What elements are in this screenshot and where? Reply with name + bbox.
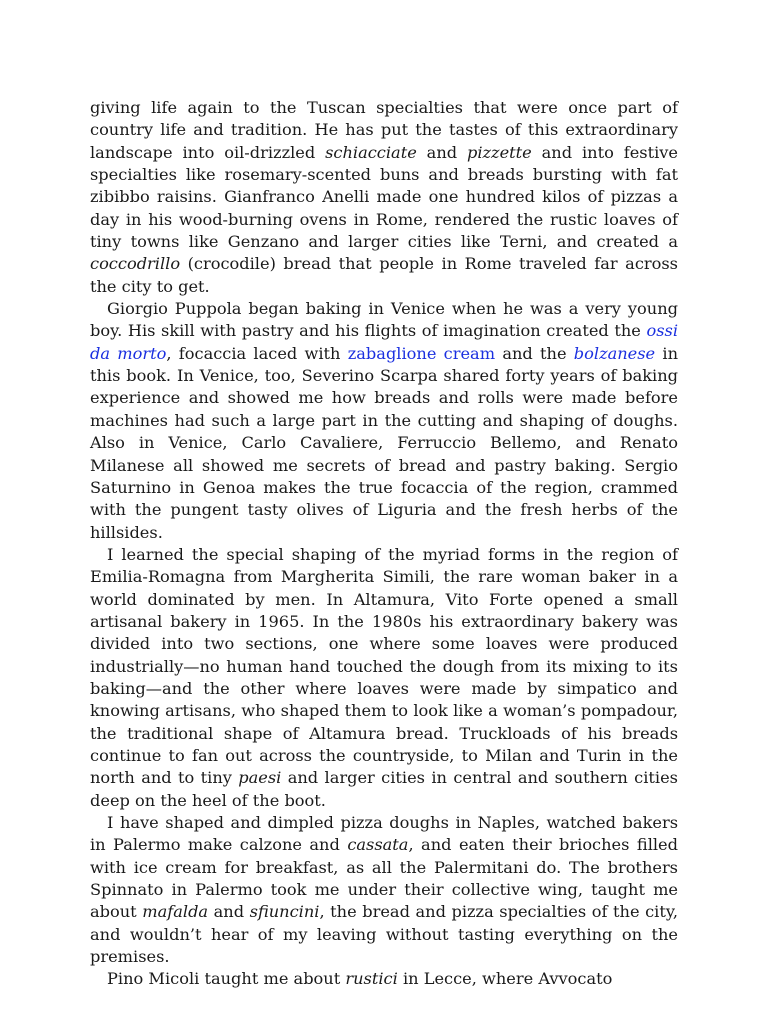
link-zabaglione-cream[interactable]: zabaglione cream (347, 343, 496, 363)
page-body (90, 97, 678, 991)
text-segment: giving life again to the Tuscan specialties that were once part of country life and tradition. He has put the tastes of this extraordinary landscape into oil-drizzled (90, 98, 678, 162)
text-segment: and (416, 142, 467, 162)
text-segment: Pino Micoli taught me about (107, 969, 346, 989)
italic-term-coccodrillo: coccodrillo (90, 254, 181, 274)
text-segment: and larger cities in central and southern cities deep on the heel of the boot. (90, 768, 678, 810)
paragraph-tuscan-specialties (90, 97, 678, 298)
paragraph-giorgio-puppola (90, 298, 678, 544)
link-ossi-da-morto[interactable]: ossi da morto (90, 321, 678, 363)
text-segment: I have shaped and dimpled pizza doughs in Naples, watched bakers in Palermo make calzone and (90, 813, 678, 855)
italic-term-rustici: rustici (345, 969, 398, 989)
italic-term-schiacciate: schiacciate (325, 142, 417, 162)
text-segment: in Lecce, where Avvocato (397, 969, 613, 989)
text-segment: Giorgio Puppola began baking in Venice when he was a very young boy. His skill with pastry and his flights of imagination created the (90, 299, 678, 341)
italic-term-pizzette: pizzette (466, 142, 532, 162)
text-segment: and (208, 902, 250, 922)
link-bolzanese[interactable]: bolzanese (573, 343, 656, 363)
text-segment: I learned the special shaping of the myriad forms in the region of Emilia-Romagna from Margherita Simili, the rare woman baker in a world dominated by men. In Altamura, Vito Forte opened a small artisanal bakery in 1965. In the 1980s his extraordinary bakery was divided into two sections, one where some loaves were produced industrially—no human hand touched the dough from its mixing to its baking—and the other where loaves were made by simpatico and knowing artisans, who shaped them to look like a woman’s pompadour, the traditional shape of Altamura bread. Truckloads of his breads continue to fan out across the countryside, to Milan and Turin in the north and to tiny (90, 544, 678, 788)
paragraph-emilia-romagna (90, 544, 678, 812)
text-segment: in this book. In Venice, too, Severino Scarpa shared forty years of baking experience and showed me how breads and rolls were made before machines had such a large part in the cutting and shaping of doughs. Also in Venice, Carlo Cavaliere, Ferruccio Bellemo, and Renato Milanese all showed me secrets of bread and pastry baking. Sergio Saturnino in Genoa makes the true focaccia of the region, crammed with the pungent tasty olives of Liguria and the fresh herbs of the hillsides. (90, 343, 678, 542)
text-segment: , and eaten their brioches filled with ice cream for breakfast, as all the Palermitani do. The brothers Spinnato in Palermo took me under their collective wing, taught me about (90, 835, 678, 922)
italic-term-cassata: cassata (347, 835, 409, 855)
text-segment: and into festive specialties like rosemary-scented buns and breads bursting with fat zibibbo raisins. Gianfranco Anelli made one hundred kilos of pizzas a day in his wood-burning ovens in Rome, rendered the rustic loaves of tiny towns like Genzano and larger cities like Terni, and created a (90, 142, 678, 252)
text-segment: , the bread and pizza specialties of the city, and wouldn’t hear of my leaving without tasting everything on the premises. (90, 902, 678, 967)
text-segment: , focaccia laced with (166, 343, 348, 363)
italic-term-mafalda: mafalda (142, 902, 209, 922)
paragraph-lecce (90, 968, 678, 990)
italic-term-paesi: paesi (238, 768, 282, 788)
italic-term-sfiuncini: sfiuncini (249, 902, 320, 922)
paragraph-palermo (90, 812, 678, 968)
text-segment: and the (495, 343, 574, 363)
text-segment: (crocodile) bread that people in Rome traveled far across the city to get. (90, 254, 678, 296)
